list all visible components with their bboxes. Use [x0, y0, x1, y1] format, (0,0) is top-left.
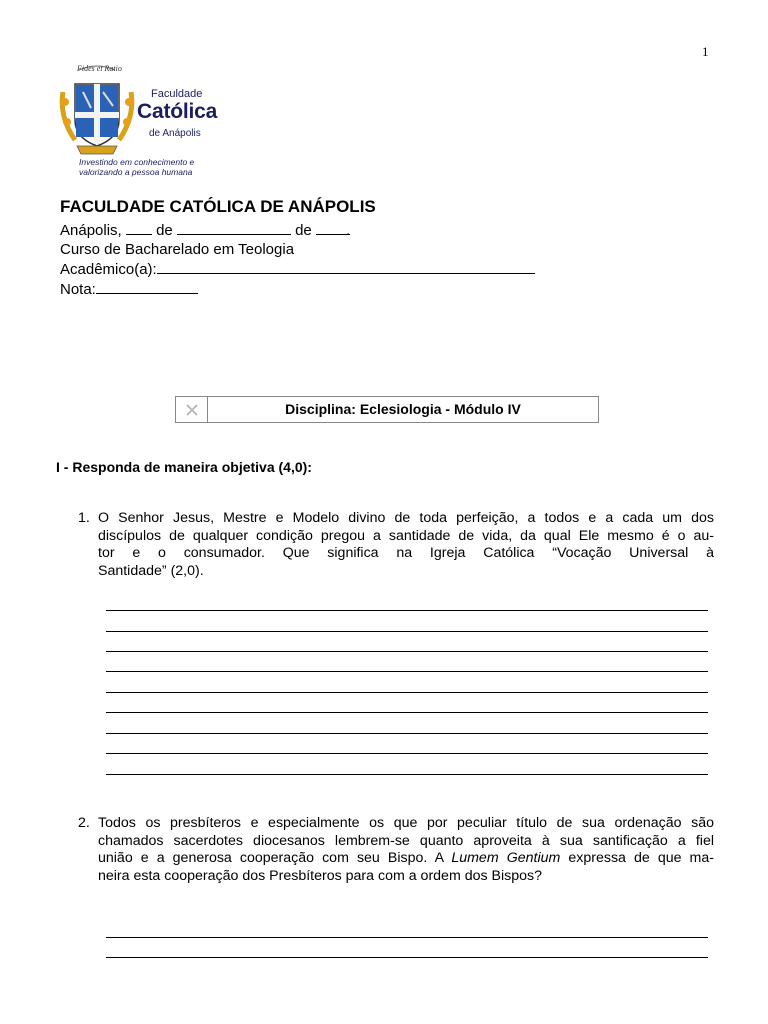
- x-checkbox-icon[interactable]: [176, 397, 208, 422]
- discipline-box: [175, 396, 599, 423]
- question-text: expressa de que ma-: [560, 850, 714, 866]
- date-prefix: Anápolis,: [60, 222, 122, 239]
- answer-line[interactable]: [106, 671, 708, 672]
- question-number: 1.: [78, 510, 90, 526]
- answer-line[interactable]: [106, 937, 708, 938]
- answer-line[interactable]: [106, 692, 708, 693]
- answer-line[interactable]: [106, 753, 708, 754]
- question-line: Todos os presbíteros e especialmente os que por peculiar título de sua ordenação são: [98, 815, 714, 831]
- question-2: [78, 815, 714, 885]
- logo-faculdade: Faculdade: [151, 88, 203, 100]
- date-line: [60, 220, 350, 240]
- question-line: tor e o consumador. Que significa na Igreja Católica “Vocação Universal à: [98, 545, 714, 561]
- grade-blank[interactable]: [96, 279, 198, 294]
- answer-line[interactable]: [106, 712, 708, 713]
- question-line: Santidade” (2,0).: [98, 562, 204, 579]
- discipline-label: Disciplina: Eclesiologia - Módulo IV: [285, 401, 521, 417]
- answer-line[interactable]: [106, 957, 708, 958]
- logo-anapolis: de Anápolis: [149, 128, 201, 139]
- answer-line[interactable]: [106, 610, 708, 611]
- logo-catolica: Católica: [137, 100, 218, 123]
- answer-line[interactable]: [106, 733, 708, 734]
- student-blank[interactable]: [157, 259, 535, 274]
- logo-motto: Fides et Ratio: [77, 64, 122, 73]
- page-number: 1: [702, 44, 709, 59]
- student-line: [60, 259, 535, 279]
- grade-label: Nota:: [60, 281, 96, 298]
- question-text: união e a generosa cooperação com seu Bispo. A: [98, 850, 452, 866]
- question-line: neira esta cooperação dos Presbíteros para com a ordem dos Bispos?: [98, 867, 542, 884]
- section-title: I - Responda de maneira objetiva (4,0):: [56, 459, 312, 475]
- answer-line[interactable]: [106, 774, 708, 775]
- crest-icon: [57, 62, 137, 157]
- logo-slogan: Investindo em conhecimento e valorizando a pessoa humana: [79, 157, 195, 177]
- question-1: [78, 510, 714, 580]
- question-line: chamados sacerdotes diocesanos lembrem-se quanto aproveita à sua santificação a fiel: [98, 832, 714, 849]
- institution-title: FACULDADE CATÓLICA DE ANÁPOLIS: [60, 197, 376, 216]
- date-end: .: [345, 222, 351, 239]
- student-label: Acadêmico(a):: [60, 261, 157, 278]
- answer-line[interactable]: [106, 651, 708, 652]
- document-title: Lumem Gentium: [451, 850, 561, 866]
- question-line: O Senhor Jesus, Mestre e Modelo divino de toda perfeição, a todos e a cada um dos: [98, 510, 714, 526]
- question-number: 2.: [78, 815, 90, 831]
- grade-line: [60, 279, 198, 299]
- day-blank[interactable]: [126, 220, 152, 235]
- month-blank[interactable]: [177, 220, 291, 235]
- answer-line[interactable]: [106, 631, 708, 632]
- course-line: Curso de Bacharelado em Teologia: [60, 241, 295, 258]
- question-line: discípulos de qualquer condição pregou a santidade de vida, da qual Ele mesmo é o au-: [98, 527, 714, 544]
- date-de-1: de: [156, 222, 173, 239]
- year-blank[interactable]: [316, 220, 350, 235]
- date-de-2: de: [295, 222, 312, 239]
- question-line: [98, 850, 714, 868]
- faculty-logo: [57, 62, 217, 184]
